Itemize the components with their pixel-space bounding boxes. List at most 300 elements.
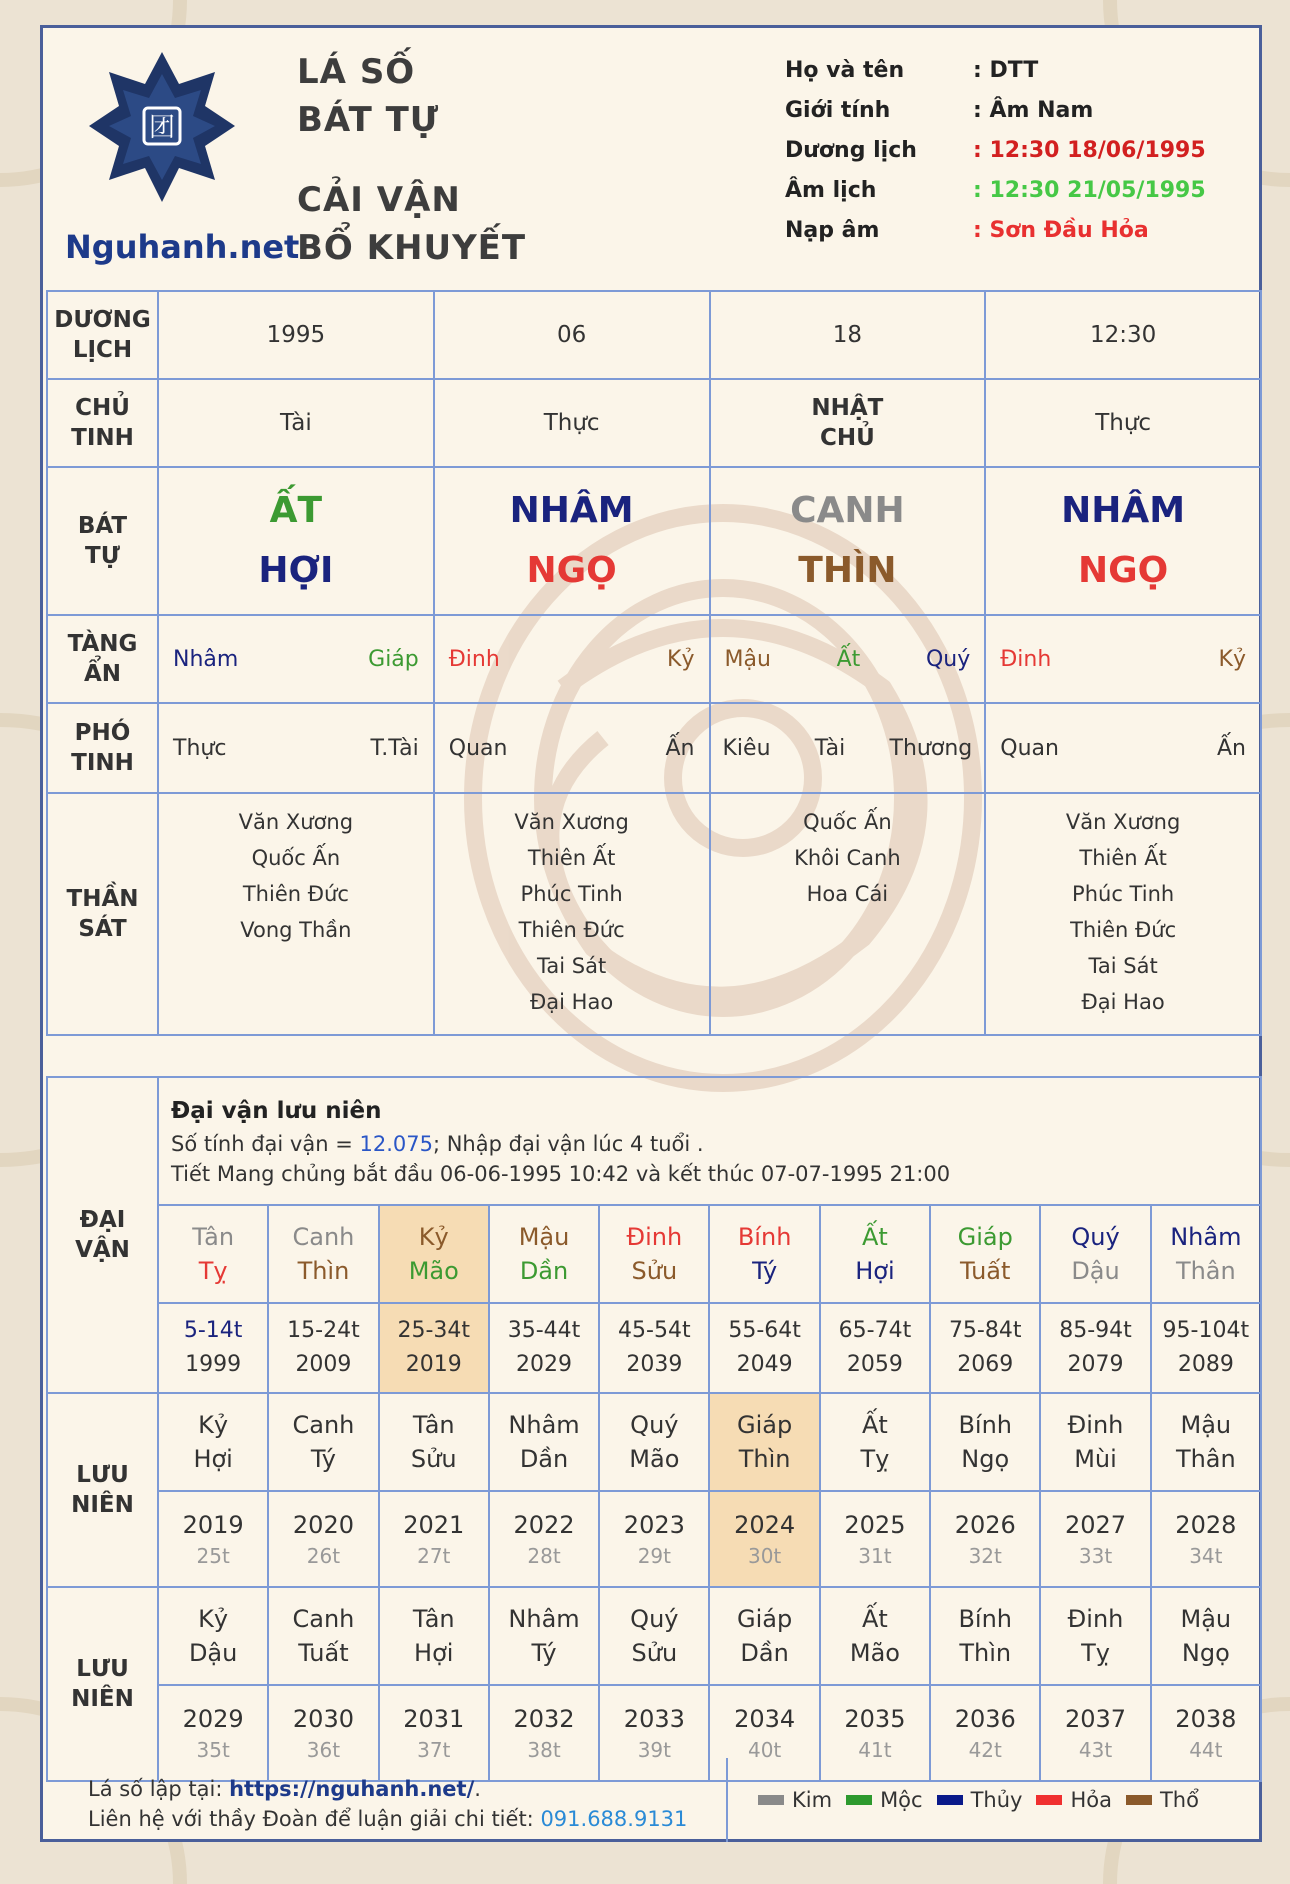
info-label: Dương lịch: [785, 138, 917, 163]
legend-label: Mộc: [880, 1788, 923, 1812]
luu-nien-year: 2021: [403, 1511, 465, 1539]
tang-an-list: [159, 647, 433, 672]
dai-van-age: [489, 1303, 599, 1393]
luu-nien-year: 2025: [844, 1511, 906, 1539]
row-pho-tinh: [47, 703, 1261, 793]
site-name: Nguhanh.net: [65, 228, 300, 266]
thien-can: NHÂM: [509, 490, 634, 531]
footer-link[interactable]: https://nguhanh.net/: [229, 1777, 475, 1801]
luu-nien-can-chi: [1040, 1587, 1150, 1685]
dai-van-year: 2089: [1177, 1352, 1234, 1377]
dai-van-chi: Dần: [519, 1257, 569, 1285]
luu-nien-age: 34t: [1189, 1544, 1223, 1568]
luu-nien-chi: Tuất: [298, 1639, 349, 1667]
info-label: Nạp âm: [785, 218, 880, 243]
luu-nien-year: 2027: [1064, 1511, 1127, 1539]
luu-nien-can: Giáp: [737, 1605, 793, 1633]
luu-nien-year: 2019: [182, 1511, 244, 1539]
dai-van-chi: Mão: [408, 1257, 459, 1285]
dai-van-age: [268, 1303, 378, 1393]
chu-tinh-month: Thực: [434, 379, 710, 467]
pillars-table: [46, 290, 1262, 1036]
dia-chi: THÌN: [798, 550, 897, 591]
luu-nien-year-cell: [709, 1491, 819, 1587]
than-sat-day: [710, 793, 986, 1035]
label-bat-tu: BÁT TỰ: [47, 467, 158, 615]
than-sat-item: Tai Sát: [537, 954, 607, 978]
luu-nien-age: 25t: [196, 1544, 230, 1568]
than-sat-item: Thiên Đức: [518, 918, 625, 942]
legend-label: Thủy: [970, 1788, 1023, 1812]
than-sat-item: Thiên Ất: [527, 846, 616, 870]
luu-nien-chi: Sửu: [410, 1445, 457, 1473]
dai-van-range: 95-104t: [1162, 1318, 1250, 1343]
luu-nien-can: Giáp: [737, 1411, 793, 1439]
luu-nien-1-can-chi-row: [47, 1393, 1261, 1491]
luu-nien-year: 2029: [182, 1705, 244, 1733]
tang-an-item: Đinh: [1000, 646, 1052, 672]
bat-tu-year: [158, 467, 434, 615]
pho-tinh-list: [159, 736, 433, 761]
luu-nien-chi: Tý: [531, 1639, 557, 1667]
luu-nien-can: Canh: [292, 1411, 355, 1439]
than-sat-item: Thiên Đức: [242, 882, 349, 906]
dai-van-chi: Sửu: [631, 1257, 678, 1285]
dai-van-can-chi: [1151, 1205, 1261, 1303]
legend-label: Hỏa: [1070, 1788, 1112, 1812]
pho-tinh-item: Quan: [1000, 735, 1059, 761]
luu-nien-can-chi: [599, 1587, 709, 1685]
luu-nien-2-can-chi-row: [47, 1587, 1261, 1685]
legend-item: [1036, 1788, 1112, 1812]
dia-chi: NGỌ: [1077, 550, 1169, 591]
info-value: : Âm Nam: [973, 98, 1094, 123]
luu-nien-age: 42t: [968, 1738, 1002, 1762]
dai-van-can-chi: [1040, 1205, 1150, 1303]
row-than-sat: [47, 793, 1261, 1035]
pho-tinh-list: [711, 736, 985, 761]
chart-frame: [40, 25, 1262, 1842]
luu-nien-can-chi: [489, 1587, 599, 1685]
luu-nien-can-chi: [930, 1587, 1040, 1685]
than-sat-item: Thiên Đức: [1070, 918, 1177, 942]
tang-an-item: Quý: [925, 646, 971, 672]
dai-van-year: 2049: [736, 1352, 793, 1377]
luu-nien-age: 33t: [1078, 1544, 1113, 1568]
dia-chi: NGỌ: [526, 550, 617, 591]
title-line-2: BÁT TỰ: [297, 100, 440, 140]
dai-van-age: [820, 1303, 930, 1393]
pho-tinh-day: [710, 703, 986, 793]
luu-nien-chi: Thân: [1175, 1445, 1236, 1473]
luu-nien-year-cell: [268, 1491, 378, 1587]
pho-tinh-list: [986, 736, 1260, 761]
dai-van-can-chi: [599, 1205, 709, 1303]
luu-nien-can-chi: [709, 1587, 819, 1685]
luu-nien-year-cell: [930, 1491, 1040, 1587]
dai-van-range: 15-24t: [287, 1318, 360, 1343]
thien-can: NHÂM: [1061, 490, 1186, 531]
legend-item: [846, 1788, 923, 1812]
label-duong-lich: DƯƠNG LỊCH: [47, 291, 158, 379]
dai-van-age-row: [47, 1303, 1261, 1393]
than-sat-year: [158, 793, 434, 1035]
luu-nien-year: 2024: [734, 1511, 796, 1539]
tang-an-hour: [985, 615, 1261, 703]
than-sat-item: Quốc Ấn: [251, 846, 341, 870]
than-sat-item: Quốc Ấn: [803, 810, 892, 834]
dai-van-year: 2059: [846, 1352, 903, 1377]
dai-van-year: 2009: [295, 1352, 352, 1377]
luu-nien-can: Ất: [862, 1411, 888, 1439]
luu-nien-chi: Hợi: [414, 1639, 454, 1667]
info-label: Giới tính: [785, 98, 891, 123]
than-sat-item: Khôi Canh: [794, 846, 901, 870]
luu-nien-year-cell: [158, 1491, 268, 1587]
bat-tu-hour: [985, 467, 1261, 615]
pho-tinh-item: T.Tài: [370, 735, 419, 761]
info-value: : Sơn Đầu Hỏa: [973, 218, 1149, 243]
luu-nien-year-cell: [599, 1491, 709, 1587]
luu-nien-can: Kỷ: [198, 1605, 229, 1633]
tang-an-item: Mậu: [724, 646, 771, 672]
than-sat-item: Văn Xương: [1065, 810, 1181, 834]
luu-nien-age: 26t: [306, 1544, 341, 1568]
dai-van-year: 2039: [626, 1352, 683, 1377]
row-duong-lich: [47, 291, 1261, 379]
luu-nien-chi: Tỵ: [1081, 1639, 1110, 1667]
info-value: : DTT: [973, 58, 1039, 83]
legend-swatch: [937, 1795, 963, 1805]
luu-nien-year: 2032: [513, 1705, 575, 1733]
luu-nien-can: Kỷ: [198, 1411, 229, 1439]
luu-nien-chi: Ngọ: [961, 1445, 1010, 1473]
dai-van-can-chi-row: [47, 1205, 1261, 1303]
luu-nien-can: Quý: [630, 1605, 679, 1633]
luu-nien-can: Nhâm: [508, 1411, 580, 1439]
chu-tinh-day: NHẬT CHỦ: [710, 379, 986, 467]
luu-nien-year-cell: [1151, 1491, 1261, 1587]
dai-van-can-chi: [489, 1205, 599, 1303]
tang-an-list: [435, 647, 709, 672]
tang-an-list: [711, 647, 985, 672]
tang-an-item: Đinh: [448, 646, 500, 672]
luu-nien-can-chi: [599, 1393, 709, 1491]
luu-nien-year-cell: [1040, 1491, 1150, 1587]
luu-nien-chi: Hợi: [193, 1445, 233, 1473]
luu-nien-age: 37t: [417, 1738, 451, 1762]
luu-nien-year-cell: [820, 1491, 930, 1587]
luu-nien-year: 2028: [1175, 1511, 1237, 1539]
luu-nien-age: 32t: [968, 1544, 1002, 1568]
dai-van-can-chi: [709, 1205, 819, 1303]
label-pho-tinh: PHÓ TINH: [47, 703, 158, 793]
luu-nien-can: Tân: [412, 1411, 455, 1439]
dai-van-range: 5-14t: [183, 1318, 243, 1343]
dai-van-can: Giáp: [957, 1223, 1013, 1251]
row-chu-tinh: [47, 379, 1261, 467]
luu-nien-age: 43t: [1078, 1738, 1113, 1762]
luu-nien-year-cell: [489, 1491, 599, 1587]
duong-lich-day: 18: [710, 291, 986, 379]
dai-van-age: [158, 1303, 268, 1393]
luu-nien-can-chi: [1040, 1393, 1150, 1491]
luu-nien-year: 2038: [1175, 1705, 1237, 1733]
luu-nien-can: Mậu: [1180, 1411, 1232, 1439]
tang-an-item: Kỷ: [667, 646, 695, 672]
tang-an-item: Giáp: [368, 646, 419, 672]
pho-tinh-item: Ấn: [1217, 735, 1246, 761]
dai-van-can: Nhâm: [1170, 1223, 1242, 1251]
tang-an-month: [434, 615, 710, 703]
dai-van-age: [599, 1303, 709, 1393]
luu-nien-1-year-row: [47, 1491, 1261, 1587]
legend-swatch: [846, 1795, 872, 1805]
dai-van-can-chi: [930, 1205, 1040, 1303]
luu-nien-chi: Mùi: [1074, 1445, 1117, 1473]
luu-nien-can-chi: [820, 1393, 930, 1491]
dai-van-table: [46, 1076, 1262, 1782]
luu-nien-age: 38t: [527, 1738, 561, 1762]
dai-van-year: 2079: [1067, 1352, 1124, 1377]
than-sat-item: Văn Xương: [514, 810, 629, 834]
pho-tinh-item: Kiêu: [722, 735, 771, 761]
pho-tinh-month: [434, 703, 710, 793]
dai-van-chi: Tỵ: [198, 1257, 228, 1285]
duong-lich-hour: 12:30: [985, 291, 1261, 379]
luu-nien-can-chi: [489, 1393, 599, 1491]
label-tang-an: TÀNG ẨN: [47, 615, 158, 703]
legend-swatch: [1126, 1795, 1152, 1805]
than-sat-item: Văn Xương: [238, 810, 354, 834]
luu-nien-can: Nhâm: [508, 1605, 580, 1633]
dai-van-can-chi: [158, 1205, 268, 1303]
tang-an-item: Nhâm: [173, 646, 239, 672]
luu-nien-can: Đinh: [1067, 1411, 1124, 1439]
dai-van-year: 2069: [957, 1352, 1014, 1377]
footer-text: [88, 1774, 687, 1834]
luu-nien-year: 2034: [734, 1705, 796, 1733]
luu-nien-chi: Ngọ: [1181, 1639, 1230, 1667]
pho-tinh-item: Ấn: [665, 735, 695, 761]
luu-nien-can-chi: [930, 1393, 1040, 1491]
luu-nien-can: Bính: [958, 1411, 1012, 1439]
dai-van-line-2: Tiết Mang chủng bắt đầu 06-06-1995 10:42 và kết thúc 07-07-1995 21:00: [171, 1162, 951, 1186]
legend-item: [937, 1788, 1023, 1812]
luu-nien-can-chi: [820, 1587, 930, 1685]
info-value: : 12:30 21/05/1995: [973, 178, 1206, 203]
luu-nien-year: 2030: [292, 1705, 354, 1733]
luu-nien-age: 27t: [417, 1544, 451, 1568]
dai-van-can: Đinh: [626, 1223, 683, 1251]
luu-nien-can: Bính: [958, 1605, 1012, 1633]
dai-van-can: Canh: [292, 1223, 355, 1251]
dai-van-range: 45-54t: [618, 1318, 691, 1343]
luu-nien-age: 36t: [306, 1738, 341, 1762]
legend-swatch: [1036, 1795, 1062, 1805]
pho-tinh-item: Thương: [889, 735, 973, 761]
luu-nien-chi: Sửu: [631, 1639, 678, 1667]
dai-van-age: [709, 1303, 819, 1393]
dai-van-range: 25-34t: [397, 1318, 471, 1343]
dai-van-range: 55-64t: [728, 1318, 801, 1343]
legend-label: Kim: [792, 1788, 833, 1812]
luu-nien-year: 2023: [623, 1511, 685, 1539]
luu-nien-can-chi: [158, 1393, 268, 1491]
luu-nien-can-chi: [158, 1587, 268, 1685]
title-line-3: CẢI VẬN: [297, 180, 461, 220]
luu-nien-age: 31t: [858, 1544, 892, 1568]
pho-tinh-item: Quan: [448, 735, 508, 761]
pho-tinh-hour: [985, 703, 1261, 793]
thien-can: CANH: [790, 490, 905, 531]
luu-nien-chi: Mão: [849, 1639, 900, 1667]
dai-van-age: [930, 1303, 1040, 1393]
luu-nien-chi: Thìn: [738, 1445, 791, 1473]
bat-tu-day: [710, 467, 986, 615]
luu-nien-can-chi: [709, 1393, 819, 1491]
duong-lich-year: 1995: [158, 291, 434, 379]
luu-nien-can-chi: [268, 1587, 378, 1685]
luu-nien-age: 30t: [747, 1544, 782, 1568]
luu-nien-can: Mậu: [1180, 1605, 1232, 1633]
label-chu-tinh: CHỦ TINH: [47, 379, 158, 467]
than-sat-item: Vong Thần: [240, 918, 352, 942]
luu-nien-year-cell: [379, 1491, 489, 1587]
label-luu-nien-1: LƯU NIÊN: [47, 1393, 158, 1587]
dai-van-can: Ất: [862, 1223, 888, 1251]
label-luu-nien-2: LƯU NIÊN: [47, 1587, 158, 1781]
luu-nien-can: Tân: [412, 1605, 455, 1633]
dai-van-line-1: Số tính đại vận = 12.075; Nhập đại vận lúc 4 tuổi .: [171, 1132, 704, 1156]
duong-lich-month: 06: [434, 291, 710, 379]
luu-nien-year: 2020: [292, 1511, 354, 1539]
dai-van-can: Tân: [192, 1223, 235, 1251]
chu-tinh-year: Tài: [158, 379, 434, 467]
dai-van-chi: Tuất: [960, 1257, 1011, 1285]
tang-an-item: Kỷ: [1218, 646, 1246, 672]
luu-nien-age: 44t: [1189, 1738, 1223, 1762]
row-tang-an: [47, 615, 1261, 703]
bat-tu-month: [434, 467, 710, 615]
luu-nien-can-chi: [1151, 1587, 1261, 1685]
footer-phone[interactable]: 091.688.9131: [540, 1807, 688, 1831]
dai-van-range: 35-44t: [507, 1318, 581, 1343]
luu-nien-year: 2036: [954, 1705, 1016, 1733]
dai-van-title: Đại vận lưu niên: [171, 1098, 382, 1124]
than-sat-item: Phúc Tinh: [520, 882, 623, 906]
dai-van-can: Bính: [737, 1223, 792, 1251]
pho-tinh-item: Tài: [814, 735, 846, 761]
pho-tinh-year: [158, 703, 434, 793]
dai-van-range: 85-94t: [1059, 1318, 1132, 1343]
dai-van-can-chi: [268, 1205, 378, 1303]
tang-an-item: Ất: [836, 646, 861, 672]
info-label: Họ và tên: [785, 58, 905, 83]
dai-van-chi: Tý: [752, 1257, 778, 1285]
than-sat-item: Hoa Cái: [806, 882, 889, 906]
tang-an-day: [710, 615, 986, 703]
dai-van-age: [1040, 1303, 1150, 1393]
dai-van-year: 2029: [516, 1352, 573, 1377]
luu-nien-chi: Thìn: [959, 1639, 1012, 1667]
luu-nien-year: 2026: [954, 1511, 1016, 1539]
thien-can: ẤT: [269, 490, 323, 531]
than-sat-item: Tai Sát: [1088, 954, 1158, 978]
title-line-4: BỔ KHUYẾT: [297, 228, 527, 268]
luu-nien-year: 2022: [513, 1511, 575, 1539]
dai-van-can-chi: [820, 1205, 930, 1303]
luu-nien-can: Đinh: [1067, 1605, 1124, 1633]
luu-nien-chi: Dần: [519, 1445, 569, 1473]
dai-van-year: 2019: [405, 1352, 462, 1377]
luu-nien-year: 2033: [623, 1705, 685, 1733]
luu-nien-can: Ất: [862, 1605, 888, 1633]
pho-tinh-item: Thực: [173, 735, 227, 761]
legend-label: Thổ: [1159, 1788, 1199, 1812]
dai-van-can: Kỷ: [418, 1223, 449, 1251]
luu-nien-chi: Dậu: [188, 1639, 238, 1667]
dai-van-age: [379, 1303, 489, 1393]
luu-nien-age: 40t: [747, 1738, 782, 1762]
legend-swatch: [758, 1795, 784, 1805]
than-sat-month: [434, 793, 710, 1035]
luu-nien-year: 2031: [403, 1705, 465, 1733]
luu-nien-chi: Tỵ: [860, 1445, 890, 1473]
than-sat-item: Đại Hao: [1081, 990, 1165, 1014]
dai-van-year: 1999: [185, 1352, 242, 1377]
than-sat-item: Thiên Ất: [1079, 846, 1167, 870]
dai-van-chi: Thân: [1175, 1257, 1236, 1285]
chu-tinh-hour: Thực: [985, 379, 1261, 467]
row-bat-tu: [47, 467, 1261, 615]
footer: [46, 1758, 1262, 1842]
title-line-1: LÁ SỐ: [297, 52, 416, 92]
legend-item: [1126, 1788, 1199, 1812]
dai-van-can: Mậu: [518, 1223, 570, 1251]
tang-an-list: [986, 647, 1260, 672]
dai-van-info: [158, 1077, 1261, 1205]
luu-nien-age: 29t: [637, 1544, 671, 1568]
dai-van-range: 65-74t: [838, 1318, 912, 1343]
luu-nien-year: 2035: [844, 1705, 906, 1733]
footer-divider: [726, 1758, 728, 1842]
footer-line-2: Liên hệ với thầy Đoàn để luận giải chi tiết: 091.688.9131: [88, 1807, 688, 1831]
luu-nien-can: Quý: [630, 1411, 679, 1439]
than-sat-item: Phúc Tinh: [1072, 882, 1175, 906]
label-than-sat: THẦN SÁT: [47, 793, 158, 1035]
luu-nien-chi: Mão: [629, 1445, 680, 1473]
dai-van-range: 75-84t: [948, 1318, 1022, 1343]
info-value: : 12:30 18/06/1995: [973, 138, 1206, 163]
luu-nien-can: Canh: [292, 1605, 355, 1633]
dai-van-chi: Thìn: [297, 1257, 350, 1285]
dai-van-chi: Dậu: [1071, 1257, 1120, 1285]
label-dai-van: ĐẠI VẬN: [47, 1077, 158, 1393]
luu-nien-age: 41t: [858, 1738, 892, 1762]
luu-nien-age: 28t: [527, 1544, 561, 1568]
legend-item: [758, 1788, 832, 1812]
dai-van-chi: Hợi: [855, 1257, 895, 1285]
element-legend: [758, 1788, 1213, 1812]
pho-tinh-list: [435, 736, 709, 761]
dai-van-can-chi: [379, 1205, 489, 1303]
tang-an-year: [158, 615, 434, 703]
info-label: Âm lịch: [785, 178, 877, 203]
luu-nien-can-chi: [1151, 1393, 1261, 1491]
luu-nien-can-chi: [268, 1393, 378, 1491]
luu-nien-year: 2037: [1064, 1705, 1127, 1733]
